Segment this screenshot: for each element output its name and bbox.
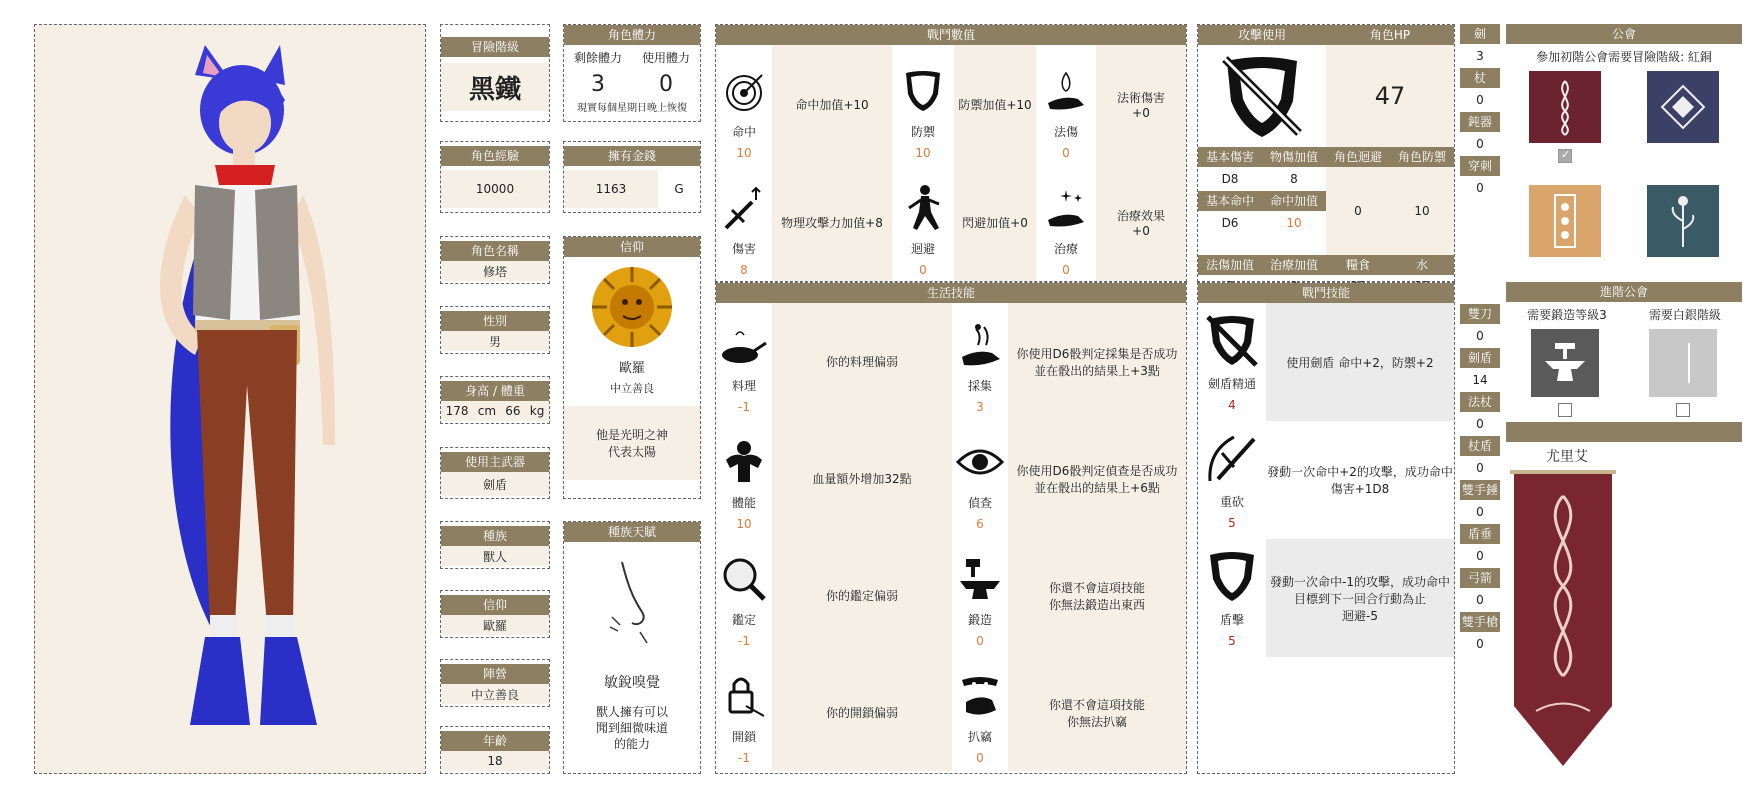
- thief-icon: [956, 672, 1004, 720]
- race-talent-header: 種族天賦: [564, 522, 700, 542]
- attack-header: 攻擊使用: [1198, 25, 1326, 45]
- cskill-3-value: 5: [1228, 633, 1236, 648]
- character-portrait-panel: [34, 24, 426, 774]
- physique-label: 體能: [731, 496, 756, 510]
- anvil-guild-icon: [1541, 339, 1589, 387]
- name-box: [440, 236, 550, 284]
- attack-mid: [1198, 167, 1454, 255]
- cook-cell: [716, 303, 772, 420]
- detect-desc-1: 你使用D6骰判定偵查是否成功: [1016, 463, 1178, 478]
- cook-label: 料理: [731, 379, 756, 393]
- sword-shield-mastery-icon: [1204, 313, 1260, 369]
- money-value: 1163: [564, 170, 658, 208]
- cskill-2-cell: [1198, 421, 1266, 539]
- hit-bonus: 命中加值+10: [772, 45, 892, 164]
- race-value: 獸人: [441, 546, 549, 566]
- magic-hand-icon: [1044, 69, 1088, 113]
- stamina-header: 角色體力: [564, 25, 700, 45]
- defense-cell: [892, 45, 954, 164]
- guild-emblem-2[interactable]: [1647, 71, 1719, 143]
- combat-values-box: [715, 24, 1187, 282]
- guild-diamond-icon: [1658, 82, 1708, 132]
- heal-bonus-1: 治療效果: [1116, 209, 1165, 223]
- hit-bonus-label: 命中加值: [1262, 191, 1326, 211]
- camp-header: 陣營: [441, 664, 549, 684]
- anvil-icon: [956, 555, 1004, 603]
- magic-bonus-2: +0: [1132, 106, 1150, 120]
- cskill-1-desc: 使用劍盾 命中+2，防禦+2: [1266, 303, 1454, 421]
- weapon-name: 杖: [1460, 68, 1500, 88]
- hit-value: 10: [736, 146, 752, 160]
- damage-cell: [716, 164, 772, 281]
- detect-value: 6: [976, 517, 984, 531]
- weapon-value: 3: [1476, 49, 1484, 63]
- combat-skills-box: [1197, 282, 1455, 774]
- weapon-name: 盾垂: [1460, 524, 1500, 544]
- eye-icon: [956, 444, 1004, 480]
- cskill-row-1: [1198, 303, 1454, 421]
- faith-desc-1: 他是光明之神: [595, 428, 668, 442]
- race-talent-desc-3: 的能力: [613, 737, 650, 751]
- gender-box: [440, 306, 550, 354]
- dodge-label: 迴避: [910, 242, 935, 256]
- guild-emblem-3[interactable]: [1529, 185, 1601, 257]
- money-row: [564, 170, 700, 208]
- race-box: [440, 521, 550, 569]
- attack-label-row-3: [1198, 255, 1454, 275]
- sun-god-icon: [587, 262, 677, 352]
- age-box: [440, 726, 550, 774]
- guild-emblem-1[interactable]: [1529, 71, 1601, 143]
- guild-note: 參加初階公會需要冒險階級: 紅銅: [1536, 50, 1712, 64]
- damage-label: 傷害: [731, 242, 756, 256]
- money-unit: G: [674, 182, 684, 196]
- weapon-name: 劍: [1460, 24, 1500, 44]
- life-row-2: [716, 420, 1186, 537]
- forge-label: 鍛造: [967, 613, 992, 627]
- stamina-used-label: 使用體力: [641, 51, 690, 65]
- dodge-figure-icon: [901, 182, 945, 234]
- appraise-cell: [716, 537, 772, 654]
- dmg-values-row: [1198, 167, 1326, 191]
- weapon-name: 雙手錘: [1460, 480, 1500, 500]
- stamina-box: [563, 24, 701, 122]
- adv-guild-req-1: 需要鍛造等級3: [1527, 308, 1607, 322]
- detect-cell: [952, 420, 1008, 537]
- hit-values-row: [1198, 211, 1326, 235]
- guild-row-2: [1506, 185, 1742, 257]
- attack-header-row: [1198, 25, 1454, 45]
- magic-cell: [1036, 45, 1096, 164]
- belief-box: [440, 590, 550, 638]
- weapon-value: 0: [1476, 461, 1484, 475]
- name-header: 角色名稱: [441, 241, 549, 261]
- weapon-value: 0: [1476, 137, 1484, 151]
- weapon-value: 0: [1476, 505, 1484, 519]
- adv-guild-checks: [1506, 403, 1742, 417]
- appraise-value: -1: [738, 634, 750, 648]
- nose-icon: [602, 557, 662, 647]
- dodge-cell: [892, 164, 954, 281]
- heal-value: 0: [1062, 263, 1070, 277]
- combat-skills-header: 戰鬥技能: [1198, 283, 1454, 303]
- detect-desc-2: 並在骰出的結果上+6點: [1034, 480, 1160, 495]
- rank-box: [440, 24, 550, 122]
- cskill-2-desc-2: 傷害+1D8: [1330, 482, 1390, 496]
- magic-value: 0: [1062, 146, 1070, 160]
- dodge-bonus: 閃避加值+0: [954, 164, 1036, 281]
- weapon-value: 0: [1476, 181, 1484, 195]
- adv-guild-2-checkbox[interactable]: [1676, 403, 1690, 417]
- phys-bonus-value: 8: [1290, 172, 1298, 186]
- cskill-3-desc-3: 迴避-5: [1342, 608, 1378, 623]
- race-header: 種族: [441, 526, 549, 546]
- steal-value: 0: [976, 751, 984, 765]
- guild-flower-icon: [1663, 191, 1703, 251]
- weight-unit: kg: [529, 404, 545, 418]
- weapon-name: 法杖: [1460, 392, 1500, 412]
- physique-desc: 血量額外增加32點: [772, 420, 952, 537]
- detect-label: 偵查: [967, 496, 992, 510]
- attack-label-row-1: [1198, 147, 1454, 167]
- gather-desc-1: 你使用D6骰判定採集是否成功: [1016, 346, 1178, 361]
- weapon-name: 弓箭: [1460, 568, 1500, 588]
- faith-alignment: 中立善良: [610, 382, 654, 395]
- gender-value: 男: [441, 331, 549, 351]
- heavy-slash-icon: [1204, 431, 1260, 487]
- weapons-list: [1460, 24, 1500, 656]
- hp-header: 角色HP: [1326, 25, 1454, 45]
- rank-value: 黑鐵: [441, 63, 549, 111]
- faith-box: [563, 236, 701, 499]
- guild-2-checkbox-empty: [1676, 149, 1690, 163]
- defense-label: 防禦: [910, 125, 935, 139]
- weapon-name: 劍盾: [1460, 348, 1500, 368]
- defense-bonus: 防禦加值+10: [954, 45, 1036, 164]
- guild-rune-icon: [1545, 77, 1585, 137]
- faith-desc-2: 代表太陽: [607, 445, 656, 459]
- weapon-value: 劍盾: [441, 472, 549, 496]
- adv-guild-header: 進階公會: [1506, 282, 1742, 302]
- cskill-3-label: 盾擊: [1219, 612, 1244, 627]
- shield-icon: [903, 69, 943, 113]
- life-row-3: [716, 537, 1186, 654]
- gather-cell: [952, 303, 1008, 420]
- banner-box: [1506, 422, 1742, 774]
- attack-top: [1198, 45, 1454, 147]
- stamina-labels: [564, 49, 700, 66]
- steal-label: 扒竊: [967, 730, 992, 744]
- forge-cell: [952, 537, 1008, 654]
- body-box: [440, 376, 550, 424]
- physique-value: 10: [736, 517, 752, 531]
- cskill-2-value: 5: [1228, 515, 1236, 530]
- guild-1-checkbox[interactable]: [1558, 149, 1572, 163]
- unlock-cell: [716, 654, 772, 771]
- magic-bonus-label: 法傷加值: [1198, 255, 1262, 275]
- weapon-value: 0: [1476, 637, 1484, 651]
- target-icon: [724, 73, 764, 113]
- shield-bash-icon: [1204, 549, 1260, 605]
- camp-box: [440, 659, 550, 707]
- cook-desc: 你的料理偏弱: [772, 303, 952, 420]
- weapon-header: 使用主武器: [441, 452, 549, 472]
- race-talent-icon-wrap: [564, 542, 700, 662]
- heal-bonus-label: 治療加值: [1262, 255, 1326, 275]
- water-label: 水: [1390, 255, 1454, 275]
- life-skills-header: 生活技能: [716, 283, 1186, 303]
- cskill-3-desc-2: 目標到下一回合行動為止: [1293, 591, 1426, 606]
- steal-cell: [952, 654, 1008, 771]
- moon-guild-icon: [1659, 339, 1707, 387]
- steal-desc-1: 你還不會這項技能: [1048, 697, 1145, 712]
- life-row-1: [716, 303, 1186, 420]
- base-hit-label: 基本命中: [1198, 191, 1262, 211]
- weapon-value: 0: [1476, 93, 1484, 107]
- evade-value: 0: [1326, 167, 1390, 255]
- cskill-2-desc-1: 發動一次命中+2的攻擊，成功命中: [1267, 465, 1453, 479]
- body-header: 身高 / 體重: [441, 381, 549, 401]
- gather-desc: [1008, 303, 1186, 420]
- faith-emblem: [564, 257, 700, 357]
- weapon-value: 0: [1476, 593, 1484, 607]
- defense-value: 10: [915, 146, 931, 160]
- dodge-value: 0: [919, 263, 927, 277]
- weapon-name: 鈍器: [1460, 112, 1500, 132]
- weapon-name: 杖盾: [1460, 436, 1500, 456]
- cskill-3-desc: [1266, 539, 1454, 657]
- evade-label: 角色迴避: [1326, 147, 1390, 167]
- attack-mid-left: [1198, 167, 1326, 255]
- muscle-icon: [720, 438, 768, 486]
- guild-box: [1506, 24, 1742, 282]
- exp-value: 10000: [441, 170, 549, 208]
- forge-desc-1: 你還不會這項技能: [1048, 580, 1145, 595]
- forge-value: 0: [976, 634, 984, 648]
- gather-hand-icon: [956, 321, 1004, 369]
- unlock-label: 開鎖: [731, 730, 756, 744]
- body-values: [441, 401, 549, 421]
- heal-hand-icon: [1044, 186, 1088, 230]
- cskill-row-3: [1198, 539, 1454, 657]
- banner-name: 尤里艾: [1546, 449, 1588, 465]
- steal-desc: [1008, 654, 1186, 771]
- cskill-3-desc-1: 發動一次命中-1的攻擊，成功命中: [1270, 574, 1450, 589]
- weapon-name: 雙刀: [1460, 304, 1500, 324]
- steal-desc-2: 你無法扒竊: [1066, 714, 1127, 729]
- sword-damage-icon: [722, 184, 766, 234]
- weapon-value: 14: [1472, 373, 1488, 387]
- heal-bonus-2: +0: [1132, 224, 1150, 238]
- heal-bonus: [1096, 164, 1186, 281]
- cskill-3-cell: [1198, 539, 1266, 657]
- cskill-2-label: 重砍: [1219, 494, 1244, 509]
- rank-header: 冒險階級: [441, 37, 549, 57]
- life-skills-box: [715, 282, 1187, 774]
- banner-header-bar: [1506, 422, 1742, 442]
- guild-emblem-4[interactable]: [1647, 185, 1719, 257]
- adv-guild-emblem-2[interactable]: [1649, 329, 1717, 397]
- magic-bonus-1: 法術傷害: [1116, 91, 1165, 105]
- hp-value: 47: [1326, 45, 1454, 147]
- gather-desc-2: 並在骰出的結果上+3點: [1034, 363, 1160, 378]
- name-value: 修塔: [441, 261, 549, 281]
- weapon-box: [440, 447, 550, 499]
- hit-label: 命中: [731, 125, 756, 139]
- detect-desc: [1008, 420, 1186, 537]
- adv-guild-req-2: 需要白銀階級: [1648, 308, 1721, 322]
- base-dmg-value: D8: [1221, 172, 1239, 186]
- base-dmg-label: 基本傷害: [1198, 147, 1262, 167]
- age-header: 年齡: [441, 731, 549, 751]
- combat-header: 戰鬥數值: [716, 25, 1186, 45]
- guild-banner-icon: [1506, 466, 1742, 776]
- stamina-values: [564, 72, 700, 97]
- gather-value: 3: [976, 400, 984, 414]
- cook-value: -1: [738, 400, 750, 414]
- hit-label-row: [1198, 191, 1326, 211]
- age-value: 18: [441, 751, 549, 771]
- phys-bonus-label: 物傷加值: [1262, 147, 1326, 167]
- cskill-1-cell: [1198, 303, 1266, 421]
- weapon-proficiency-column: [1460, 24, 1500, 656]
- stamina-remaining-label: 剩餘體力: [573, 51, 622, 65]
- belief-value: 歐羅: [441, 615, 549, 635]
- appraise-desc: 你的鑑定偏弱: [772, 537, 952, 654]
- damage-bonus: 物理攻擊力加值+8: [772, 164, 892, 281]
- cskill-row-2: [1198, 421, 1454, 539]
- guild-row-1: [1506, 71, 1742, 143]
- lockpick-icon: [720, 672, 768, 720]
- food-label: 糧食: [1326, 255, 1390, 275]
- frying-pan-icon: [720, 325, 768, 369]
- heal-cell: [1036, 164, 1096, 281]
- gather-label: 採集: [967, 379, 992, 393]
- weapon-spacer: [1460, 200, 1500, 304]
- faith-god: 歐羅: [618, 361, 645, 376]
- defense-label: 角色防禦: [1390, 147, 1454, 167]
- character-portrait: [35, 25, 425, 773]
- unlock-desc: 你的開鎖偏弱: [772, 654, 952, 771]
- sword-shield-icon: [1217, 51, 1307, 141]
- money-box: [563, 141, 701, 213]
- height-unit: cm: [477, 404, 497, 418]
- exp-header: 角色經驗: [441, 146, 549, 166]
- guild-pattern-icon: [1550, 191, 1580, 251]
- weight-value: 66: [505, 404, 521, 418]
- weapon-value: 0: [1476, 417, 1484, 431]
- unlock-value: -1: [738, 751, 750, 765]
- money-header: 擁有金錢: [564, 146, 700, 166]
- combat-row-2: [716, 164, 1186, 281]
- cskill-1-value: 4: [1228, 397, 1236, 412]
- belief-header: 信仰: [441, 595, 549, 615]
- weapon-name: 雙手槍: [1460, 612, 1500, 632]
- adv-guild-emblem-1[interactable]: [1531, 329, 1599, 397]
- magic-bonus: [1096, 45, 1186, 164]
- race-talent-desc-1: 獸人擁有可以: [595, 705, 668, 719]
- cskill-1-label: 劍盾精通: [1207, 376, 1256, 391]
- hit-cell: [716, 45, 772, 164]
- attack-box: [1197, 24, 1455, 282]
- stamina-note: 現實每個星期日晚上恢復: [577, 103, 687, 114]
- weapon-value: 0: [1476, 329, 1484, 343]
- guild-header: 公會: [1506, 24, 1742, 44]
- race-talent-title: 敏銳嗅覺: [604, 675, 660, 691]
- adv-guild-1-checkbox[interactable]: [1558, 403, 1572, 417]
- damage-value: 8: [740, 263, 748, 277]
- magnifier-icon: [720, 555, 768, 603]
- faith-desc: [564, 406, 700, 480]
- appraise-label: 鑑定: [731, 613, 756, 627]
- cskill-2-desc: [1266, 421, 1454, 539]
- forge-desc: [1008, 537, 1186, 654]
- guild-check-row: [1506, 149, 1742, 163]
- physique-cell: [716, 420, 772, 537]
- hit-bonus-value: 10: [1286, 216, 1302, 230]
- race-talent-desc: [564, 704, 700, 752]
- weapon-name: 穿刺: [1460, 156, 1500, 176]
- heal-label: 治療: [1053, 242, 1078, 256]
- camp-value: 中立善良: [441, 684, 549, 704]
- attack-icon-wrap: [1198, 45, 1326, 147]
- height-value: 178: [445, 404, 469, 418]
- life-row-4: [716, 654, 1186, 771]
- adv-guild-req-row: [1506, 306, 1742, 323]
- base-hit-value: D6: [1221, 216, 1239, 230]
- forge-desc-2: 你無法鍛造出東西: [1048, 597, 1145, 612]
- combat-row-1: [716, 45, 1186, 164]
- stamina-remaining: 3: [591, 72, 605, 97]
- magic-label: 法傷: [1053, 125, 1078, 139]
- adv-guild-box: [1506, 282, 1742, 422]
- faith-header: 信仰: [564, 237, 700, 257]
- weapon-value: 0: [1476, 549, 1484, 563]
- race-talent-desc-2: 聞到細微味道: [595, 721, 668, 735]
- adv-guild-emblems: [1506, 329, 1742, 397]
- defense-value: 10: [1390, 167, 1454, 255]
- exp-box: [440, 141, 550, 213]
- gender-header: 性別: [441, 311, 549, 331]
- stamina-used: 0: [659, 72, 673, 97]
- race-talent-box: [563, 521, 701, 774]
